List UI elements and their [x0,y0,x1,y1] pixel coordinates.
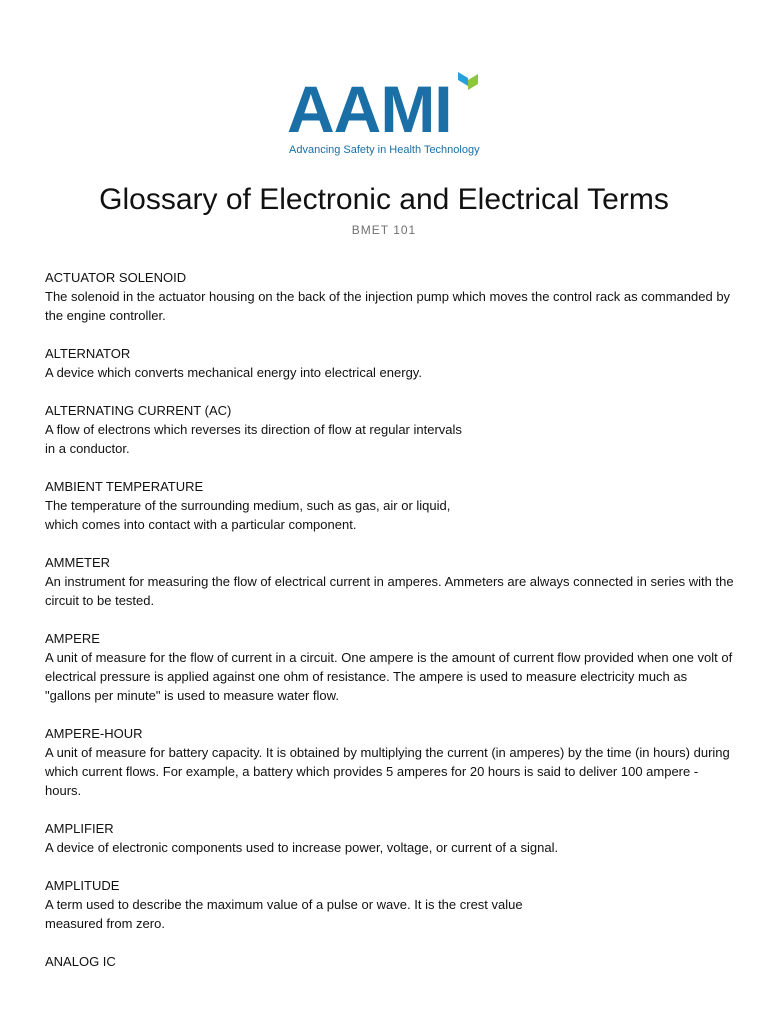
glossary-entry [45,477,735,534]
glossary-definition: A term used to describe the maximum value of a pulse or wave. It is the crest value measured from zero. [45,897,523,931]
glossary-entry [45,952,735,971]
glossary-entry [45,344,735,382]
glossary-term: ALTERNATING CURRENT (AC) [45,403,232,418]
glossary-entry [45,401,735,458]
logo-leaf-icon [452,70,480,98]
glossary-entry [45,629,735,705]
glossary-definition: The solenoid in the actuator housing on the back of the injection pump which moves the control rack as commanded by the engine controller. [45,289,731,323]
glossary-list [45,268,735,990]
glossary-term: ACTUATOR SOLENOID [45,270,187,285]
glossary-definition: A unit of measure for the flow of current in a circuit. One ampere is the amount of current flow provided when one volt of electrical pressure is applied against one ohm of resistance. The ampere is used to measure electricity much as "gallons per minute" is used to measure water flow. [45,650,733,703]
glossary-term: AMBIENT TEMPERATURE [45,479,204,494]
glossary-definition: A device of electronic components used to increase power, voltage, or current of a signal. [45,840,559,855]
glossary-term: AMPLIFIER [45,821,114,836]
glossary-definition: An instrument for measuring the flow of electrical current in amperes. Ammeters are always connected in series with the circuit to be tested. [45,574,734,608]
glossary-entry [45,876,735,933]
glossary-definition: A device which converts mechanical energy into electrical energy. [45,365,422,380]
glossary-term: ALTERNATOR [45,346,131,361]
glossary-entry [45,724,735,800]
page-title: Glossary of Electronic and Electrical Terms [99,183,669,216]
aami-logo [287,70,482,162]
glossary-term: AMPERE [45,631,100,646]
glossary-definition: A unit of measure for battery capacity. It is obtained by multiplying the current (in amperes) by the time (in hours) during which current flows. For example, a battery which provides 5 amperes for 20 hours is said to deliver 100 ampere - hours. [45,745,730,798]
glossary-term: ANALOG IC [45,954,116,969]
glossary-term: AMMETER [45,555,110,570]
glossary-entry [45,553,735,610]
glossary-entry [45,819,735,857]
logo-tagline: Advancing Safety in Health Technology [289,144,480,156]
glossary-definition: A flow of electrons which reverses its direction of flow at regular intervals in a conductor. [45,422,462,456]
logo-wordmark: AAMI [287,72,452,146]
glossary-entry [45,268,735,325]
glossary-term: AMPERE-HOUR [45,726,143,741]
page-subtitle: BMET 101 [351,223,417,237]
glossary-term: AMPLITUDE [45,878,120,893]
glossary-definition: The temperature of the surrounding medium, such as gas, air or liquid, which comes into contact with a particular component. [45,498,451,532]
